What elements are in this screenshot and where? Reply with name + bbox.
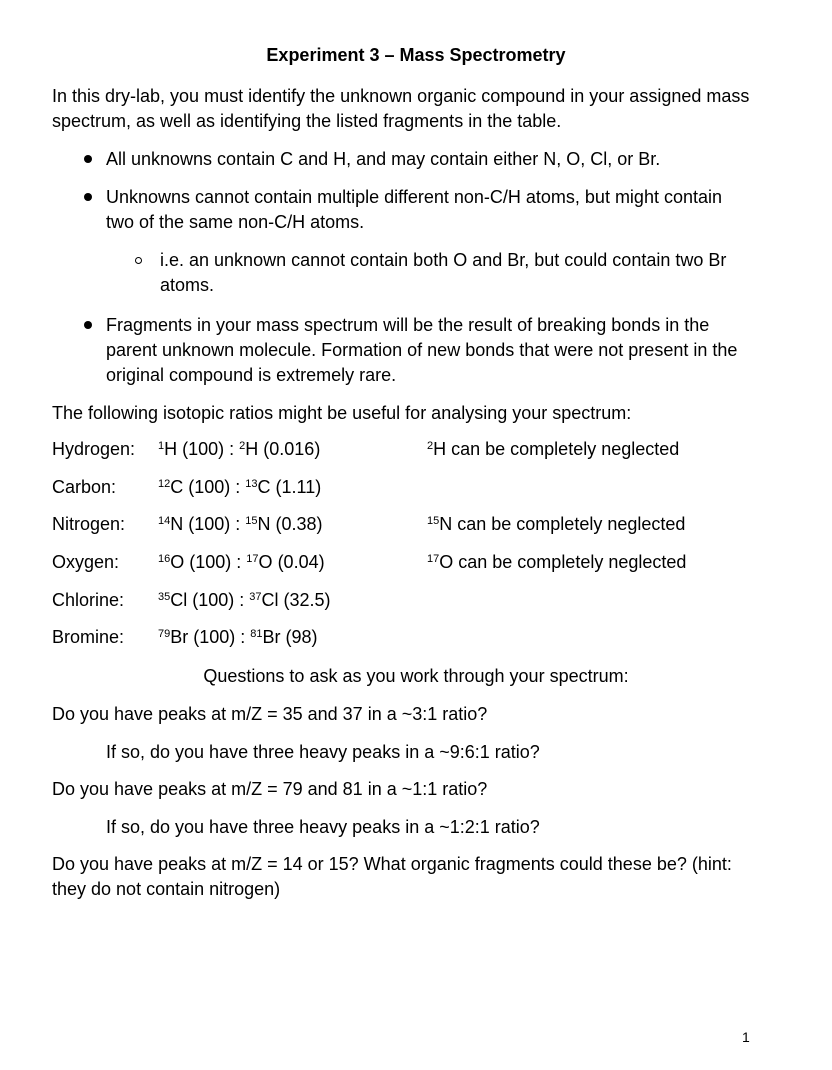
isotope-ratio: $^{16}$O (100) : $^{17}$O (0.04) [158,552,325,572]
question-item: Do you have peaks at m/Z = 79 and 81 in a ~1:1 ratio? [52,779,488,799]
isotope-label: Oxygen: [52,552,120,572]
isotope-label: Carbon: [52,477,117,497]
isotope-intro: The following isotopic ratios might be useful for analysing your spectrum: [52,403,632,423]
isotope-note: $^{17}$O can be completely neglected [427,552,687,572]
isotope-ratio: $^{35}$Cl (100) : $^{37}$Cl (32.5) [158,590,331,610]
isotope-label: Nitrogen: [52,514,126,534]
sub-bullet-circle-icon [135,257,142,264]
isotope-label: Chlorine: [52,590,125,610]
questions-heading: Questions to ask as you work through your spectrum: [203,666,629,686]
question-item: Do you have peaks at m/Z = 14 or 15? What organic fragments could these be? (hint: they do not contain nitrogen) [52,854,732,899]
isotope-label: Bromine: [52,627,125,647]
isotope-ratio: $^1$H (100) : $^2$H (0.016) [158,439,321,459]
bullet-dot-icon [84,193,92,201]
intro-paragraph: In this dry-lab, you must identify the unknown organic compound in your assigned mass spectrum, as well as identifying the listed fragments in the table. [52,86,750,131]
question-item: Do you have peaks at m/Z = 35 and 37 in a ~3:1 ratio? [52,704,488,724]
isotope-label: Hydrogen: [52,439,136,459]
question-followup: If so, do you have three heavy peaks in a ~1:2:1 ratio? [106,817,540,837]
sub-bullet-item: i.e. an unknown cannot contain both O and Br, but could contain two Br atoms. [160,250,727,295]
bullet-item: Fragments in your mass spectrum will be the result of breaking bonds in the parent unknown molecule. Formation of new bonds that were not present in the original compound is extremely rare. [106,315,738,385]
page-number: 1 [742,1029,750,1045]
isotope-ratio: $^{14}$N (100) : $^{15}$N (0.38) [158,514,323,534]
isotope-note: $^2$H can be completely neglected [427,439,680,459]
bullet-dot-icon [84,155,92,163]
question-followup: If so, do you have three heavy peaks in a ~9:6:1 ratio? [106,742,540,762]
isotope-ratio: $^{12}$C (100) : $^{13}$C (1.11) [158,477,322,497]
isotope-note: $^{15}$N can be completely neglected [427,514,686,534]
bullet-item: All unknowns contain C and H, and may contain either N, O, Cl, or Br. [106,149,661,169]
bullet-item: Unknowns cannot contain multiple different non-C/H atoms, but might contain two of the same non-C/H atoms. [106,187,722,232]
isotope-ratio: $^{79}$Br (100) : $^{81}$Br (98) [158,627,318,647]
page-title: Experiment 3 – Mass Spectrometry [266,45,566,65]
bullet-dot-icon [84,321,92,329]
